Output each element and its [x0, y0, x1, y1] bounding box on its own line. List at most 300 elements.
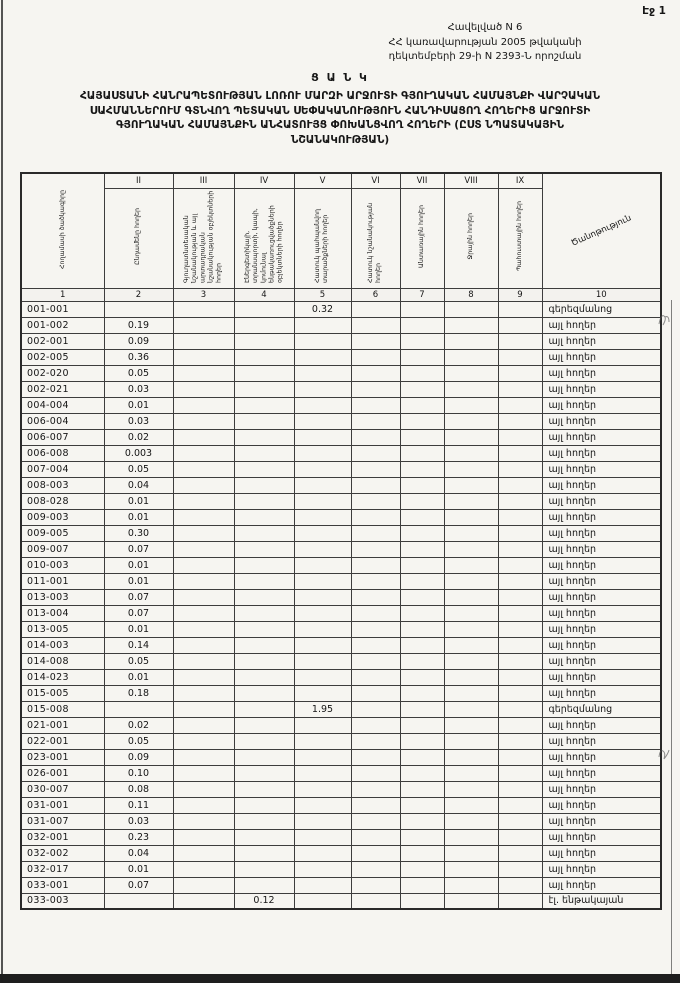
cell-area-value: 0.07	[104, 589, 173, 605]
cell-empty	[104, 701, 173, 717]
cell-area-value: 0.07	[104, 541, 173, 557]
cell-plot-code: 006-007	[21, 429, 104, 445]
cell-empty	[234, 493, 294, 509]
cell-empty	[400, 669, 444, 685]
cell-empty	[400, 301, 444, 317]
cell-empty	[400, 781, 444, 797]
cell-empty	[400, 349, 444, 365]
cell-empty	[498, 733, 542, 749]
cell-empty	[400, 797, 444, 813]
cell-plot-code: 022-001	[21, 733, 104, 749]
cell-designation: այլ հողեր	[542, 349, 661, 365]
cell-area-value: 0.19	[104, 317, 173, 333]
cell-empty	[498, 861, 542, 877]
cell-area-value: 0.003	[104, 445, 173, 461]
cell-empty	[294, 749, 351, 765]
cell-empty	[400, 845, 444, 861]
col-numeral-5: V	[294, 173, 351, 188]
cell-empty	[351, 653, 400, 669]
cell-designation: այլ հողեր	[542, 813, 661, 829]
cell-empty	[400, 381, 444, 397]
page-number: Էջ 1	[642, 5, 666, 17]
cell-designation: այլ հողեր	[542, 733, 661, 749]
cell-empty	[444, 381, 498, 397]
cell-empty	[173, 461, 234, 477]
cell-empty	[400, 445, 444, 461]
cell-empty	[294, 445, 351, 461]
cell-empty	[400, 749, 444, 765]
table-row	[21, 525, 661, 541]
cell-empty	[173, 317, 234, 333]
cell-designation: այլ հողեր	[542, 589, 661, 605]
cell-empty	[351, 477, 400, 493]
cell-empty	[173, 349, 234, 365]
cell-empty	[173, 429, 234, 445]
cell-empty	[351, 829, 400, 845]
table-row	[21, 621, 661, 637]
cell-empty	[351, 605, 400, 621]
cell-designation: այլ հողեր	[542, 317, 661, 333]
col-header-special-purpose: Հատուկ նշանակության հողեր	[351, 188, 400, 288]
cell-empty	[498, 333, 542, 349]
cell-empty	[400, 829, 444, 845]
table-row	[21, 829, 661, 845]
cell-plot-code: 009-003	[21, 509, 104, 525]
cell-empty	[173, 413, 234, 429]
cell-designation: այլ հողեր	[542, 861, 661, 877]
cell-empty	[294, 317, 351, 333]
cell-empty	[444, 813, 498, 829]
cell-empty	[498, 541, 542, 557]
cell-plot-code: 004-004	[21, 397, 104, 413]
cell-empty	[351, 685, 400, 701]
cell-empty	[173, 621, 234, 637]
cell-empty	[400, 589, 444, 605]
cell-empty	[351, 845, 400, 861]
cell-empty	[234, 765, 294, 781]
cell-empty	[234, 413, 294, 429]
cell-empty	[294, 845, 351, 861]
cell-empty	[351, 893, 400, 909]
cell-area-value: 0.12	[234, 893, 294, 909]
title-line-2: ՍԱՀՄԱՆՆԵՐՈՒՄ ԳՏՆՎՈՂ ՊԵՏԱԿԱՆ ՍԵՓԱԿԱՆՈՒԹՅՈՒՆ ՀԱՆԴԻՍԱՑՈՂ ՀՈՂԵՐԻՑ ԱՐՋՈՒՏԻ	[89, 104, 591, 117]
cell-plot-code: 013-004	[21, 605, 104, 621]
cell-empty	[498, 397, 542, 413]
col-number-6: 6	[351, 288, 400, 301]
table-row	[21, 493, 661, 509]
cell-area-value: 0.03	[104, 381, 173, 397]
cell-empty	[173, 813, 234, 829]
cell-empty	[498, 717, 542, 733]
cell-designation: այլ հողեր	[542, 461, 661, 477]
cell-empty	[234, 669, 294, 685]
table-row	[21, 365, 661, 381]
table-row	[21, 349, 661, 365]
cell-designation: այլ հողեր	[542, 717, 661, 733]
cell-empty	[351, 861, 400, 877]
cell-empty	[498, 573, 542, 589]
cell-empty	[444, 541, 498, 557]
cell-empty	[234, 685, 294, 701]
cell-empty	[351, 797, 400, 813]
cell-empty	[351, 589, 400, 605]
cell-empty	[294, 397, 351, 413]
appendix-line-2: ՀՀ կառավարության 2005 թվականի	[388, 36, 582, 48]
cell-plot-code: 006-008	[21, 445, 104, 461]
cell-empty	[400, 365, 444, 381]
cell-empty	[294, 509, 351, 525]
cell-empty	[294, 573, 351, 589]
cell-empty	[351, 749, 400, 765]
cell-plot-code: 009-007	[21, 541, 104, 557]
col-number-5: 5	[294, 288, 351, 301]
cell-empty	[444, 509, 498, 525]
cell-plot-code: 002-021	[21, 381, 104, 397]
cell-empty	[444, 797, 498, 813]
cell-empty	[444, 637, 498, 653]
cell-empty	[351, 381, 400, 397]
cell-designation: այլ հողեր	[542, 765, 661, 781]
cell-area-value: 0.01	[104, 557, 173, 573]
cell-area-value: 0.01	[104, 621, 173, 637]
cell-empty	[444, 877, 498, 893]
cell-empty	[400, 541, 444, 557]
cell-empty	[351, 509, 400, 525]
cell-area-value: 0.01	[104, 861, 173, 877]
cell-empty	[234, 749, 294, 765]
table-row	[21, 301, 661, 317]
cell-empty	[400, 765, 444, 781]
cell-area-value: 1.95	[294, 701, 351, 717]
cell-plot-code: 010-003	[21, 557, 104, 573]
cell-empty	[234, 605, 294, 621]
cell-empty	[294, 829, 351, 845]
cell-empty	[234, 733, 294, 749]
appendix-line-3: դեկտեմբերի 29-ի N 2393-Ն որոշման	[388, 51, 582, 62]
cell-empty	[400, 605, 444, 621]
cell-area-value: 0.02	[104, 429, 173, 445]
cell-empty	[173, 365, 234, 381]
col-header-agricultural: Գյուղատնտեսական նշանակության և այլ արտադրական նշանակության օբյեկտների հողեր	[173, 188, 234, 288]
cell-empty	[444, 653, 498, 669]
cell-empty	[400, 477, 444, 493]
cell-empty	[173, 445, 234, 461]
col-header-total: Ընդամենը հողեր	[104, 188, 173, 288]
col-header-notes-label: Ծանոթություն	[569, 213, 633, 249]
cell-empty	[234, 845, 294, 861]
cell-empty	[498, 765, 542, 781]
table-row	[21, 765, 661, 781]
cell-empty	[294, 477, 351, 493]
cell-designation: այլ հողեր	[542, 685, 661, 701]
cell-empty	[444, 749, 498, 765]
table-row	[21, 701, 661, 717]
cell-empty	[234, 653, 294, 669]
cell-plot-code: 014-008	[21, 653, 104, 669]
cell-plot-code: 001-002	[21, 317, 104, 333]
col-header-water: Ջրային հողեր	[444, 188, 498, 288]
cell-plot-code: 009-005	[21, 525, 104, 541]
cell-plot-code: 032-001	[21, 829, 104, 845]
cell-empty	[234, 557, 294, 573]
title-line-1: ՀԱՅԱՍՏԱՆԻ ՀԱՆՐԱՊԵՏՈՒԹՅԱՆ ԼՈՌՈՒ ՄԱՐԶԻ ԱՐՋՈՒՏԻ ԳՅՈՒՂԱԿԱՆ ՀԱՄԱՅՆՔԻ ՎԱՐՉԱԿԱՆ	[79, 89, 601, 102]
cell-empty	[498, 493, 542, 509]
cell-empty	[351, 429, 400, 445]
table-row	[21, 749, 661, 765]
cell-empty	[444, 525, 498, 541]
cell-empty	[173, 861, 234, 877]
handwritten-mark	[656, 310, 672, 328]
table-row	[21, 861, 661, 877]
cell-empty	[400, 557, 444, 573]
col-number-2: 2	[104, 288, 173, 301]
cell-empty	[294, 765, 351, 781]
cell-empty	[400, 333, 444, 349]
col-header-forest: Անտառային հողեր	[400, 188, 444, 288]
cell-empty	[498, 365, 542, 381]
cell-empty	[400, 637, 444, 653]
cell-designation: գերեզմանոց	[542, 301, 661, 317]
table-row	[21, 781, 661, 797]
cell-designation: այլ հողեր	[542, 781, 661, 797]
cell-empty	[444, 685, 498, 701]
cell-empty	[234, 349, 294, 365]
cell-empty	[400, 573, 444, 589]
cell-empty	[294, 413, 351, 429]
cell-empty	[351, 701, 400, 717]
cell-empty	[234, 445, 294, 461]
cell-empty	[234, 381, 294, 397]
cell-empty	[498, 605, 542, 621]
cell-empty	[351, 813, 400, 829]
cell-plot-code: 031-001	[21, 797, 104, 813]
cell-area-value: 0.07	[104, 605, 173, 621]
table-row	[21, 813, 661, 829]
title-line-4: ՆՇԱՆԱԿՈՒԹՅԱՆ)	[290, 134, 390, 147]
cell-empty	[498, 797, 542, 813]
cell-plot-code: 013-005	[21, 621, 104, 637]
col-header-energy-transport: Էներգետիկայի, տրանսպորտի, կապի, կոմունալ ենթակառուցվածքների օբյեկտների հողեր	[234, 188, 294, 288]
col-number-3: 3	[173, 288, 234, 301]
cell-empty	[400, 493, 444, 509]
cell-empty	[294, 733, 351, 749]
table-body	[21, 301, 661, 909]
cell-plot-code: 014-003	[21, 637, 104, 653]
cell-empty	[351, 333, 400, 349]
cell-empty	[294, 333, 351, 349]
cell-designation: այլ հողեր	[542, 573, 661, 589]
cell-empty	[444, 301, 498, 317]
cell-empty	[173, 493, 234, 509]
cell-empty	[498, 301, 542, 317]
cell-plot-code: 021-001	[21, 717, 104, 733]
cell-empty	[294, 685, 351, 701]
cell-empty	[444, 701, 498, 717]
col-numeral-7: VII	[400, 173, 444, 188]
cell-empty	[351, 525, 400, 541]
cell-empty	[173, 717, 234, 733]
cell-area-value: 0.01	[104, 509, 173, 525]
cell-empty	[498, 813, 542, 829]
cell-area-value: 0.04	[104, 845, 173, 861]
cell-empty	[234, 301, 294, 317]
cell-empty	[444, 557, 498, 573]
cell-empty	[104, 893, 173, 909]
cell-empty	[351, 557, 400, 573]
cell-plot-code: 014-023	[21, 669, 104, 685]
cell-designation: այլ հողեր	[542, 413, 661, 429]
cell-area-value: 0.02	[104, 717, 173, 733]
cell-empty	[498, 637, 542, 653]
table-row	[21, 461, 661, 477]
table-row	[21, 797, 661, 813]
cell-empty	[173, 733, 234, 749]
table-row	[21, 653, 661, 669]
cell-empty	[294, 381, 351, 397]
cell-empty	[498, 653, 542, 669]
col-number-8: 8	[444, 288, 498, 301]
cell-designation: գերեզմանոց	[542, 701, 661, 717]
cell-empty	[234, 573, 294, 589]
col-header-plot-code-label: Հողամասի ծածկագիրը	[58, 189, 66, 269]
cell-empty	[400, 621, 444, 637]
cell-empty	[400, 397, 444, 413]
col-number-1: 1	[21, 288, 104, 301]
cell-area-value: 0.05	[104, 653, 173, 669]
cell-designation: այլ հողեր	[542, 477, 661, 493]
cell-empty	[234, 717, 294, 733]
cell-empty	[351, 669, 400, 685]
cell-area-value: 0.09	[104, 749, 173, 765]
cell-empty	[234, 589, 294, 605]
cell-empty	[444, 317, 498, 333]
numeral-row	[21, 173, 661, 188]
cell-empty	[498, 509, 542, 525]
table-row	[21, 685, 661, 701]
cell-empty	[400, 685, 444, 701]
cell-empty	[173, 381, 234, 397]
cell-empty	[498, 317, 542, 333]
cell-empty	[173, 893, 234, 909]
cell-area-value: 0.01	[104, 493, 173, 509]
cell-empty	[498, 413, 542, 429]
cell-empty	[173, 781, 234, 797]
cell-designation: այլ հողեր	[542, 557, 661, 573]
cell-empty	[234, 461, 294, 477]
cell-empty	[498, 877, 542, 893]
cell-plot-code: 031-007	[21, 813, 104, 829]
cell-area-value: 0.11	[104, 797, 173, 813]
table-row	[21, 845, 661, 861]
cell-designation: այլ հողեր	[542, 605, 661, 621]
table-row	[21, 541, 661, 557]
cell-plot-code: 007-004	[21, 461, 104, 477]
cell-empty	[498, 845, 542, 861]
cell-plot-code: 002-001	[21, 333, 104, 349]
cell-plot-code: 008-003	[21, 477, 104, 493]
cell-empty	[444, 765, 498, 781]
cell-empty	[498, 781, 542, 797]
table-row	[21, 429, 661, 445]
cell-empty	[173, 797, 234, 813]
col-header-plot-code	[21, 173, 104, 288]
cell-designation: այլ հողեր	[542, 333, 661, 349]
table-row	[21, 637, 661, 653]
cell-empty	[444, 573, 498, 589]
table-row	[21, 605, 661, 621]
cell-plot-code: 032-002	[21, 845, 104, 861]
col-numeral-8: VIII	[444, 173, 498, 188]
cell-designation: այլ հողեր	[542, 749, 661, 765]
cell-empty	[234, 541, 294, 557]
cell-empty	[234, 781, 294, 797]
cell-empty	[351, 301, 400, 317]
cell-area-value: 0.18	[104, 685, 173, 701]
cell-empty	[400, 861, 444, 877]
cell-empty	[351, 621, 400, 637]
scan-artifact-right-line	[671, 300, 672, 974]
cell-empty	[234, 637, 294, 653]
cell-designation: այլ հողեր	[542, 493, 661, 509]
cell-empty	[294, 365, 351, 381]
cell-empty	[351, 781, 400, 797]
table-row	[21, 733, 661, 749]
cell-empty	[400, 317, 444, 333]
cell-designation: այլ հողեր	[542, 845, 661, 861]
cell-empty	[173, 589, 234, 605]
cell-designation: այլ հողեր	[542, 653, 661, 669]
cell-designation: այլ հողեր	[542, 365, 661, 381]
cell-area-value: 0.09	[104, 333, 173, 349]
col-numeral-6: VI	[351, 173, 400, 188]
cell-empty	[234, 797, 294, 813]
cell-empty	[294, 557, 351, 573]
cell-empty	[400, 701, 444, 717]
cell-empty	[444, 781, 498, 797]
cell-empty	[444, 589, 498, 605]
cell-designation: այլ հողեր	[542, 877, 661, 893]
col-numeral-9: IX	[498, 173, 542, 188]
cell-empty	[234, 621, 294, 637]
cell-empty	[444, 733, 498, 749]
cell-area-value: 0.32	[294, 301, 351, 317]
cell-empty	[294, 893, 351, 909]
cell-area-value: 0.30	[104, 525, 173, 541]
cell-empty	[173, 605, 234, 621]
cell-area-value: 0.04	[104, 477, 173, 493]
cell-plot-code: 013-003	[21, 589, 104, 605]
cell-empty	[351, 573, 400, 589]
cell-area-value: 0.01	[104, 573, 173, 589]
cell-empty	[400, 893, 444, 909]
cell-empty	[498, 525, 542, 541]
cell-area-value: 0.14	[104, 637, 173, 653]
cell-empty	[173, 573, 234, 589]
cell-empty	[400, 461, 444, 477]
table-row	[21, 381, 661, 397]
cell-empty	[294, 861, 351, 877]
table-row	[21, 317, 661, 333]
cell-empty	[498, 557, 542, 573]
cell-designation: այլ հողեր	[542, 397, 661, 413]
cell-designation: այլ հողեր	[542, 381, 661, 397]
table-row	[21, 333, 661, 349]
col-number-4: 4	[234, 288, 294, 301]
cell-empty	[498, 749, 542, 765]
cell-empty	[173, 845, 234, 861]
cell-empty	[173, 333, 234, 349]
cell-empty	[234, 861, 294, 877]
